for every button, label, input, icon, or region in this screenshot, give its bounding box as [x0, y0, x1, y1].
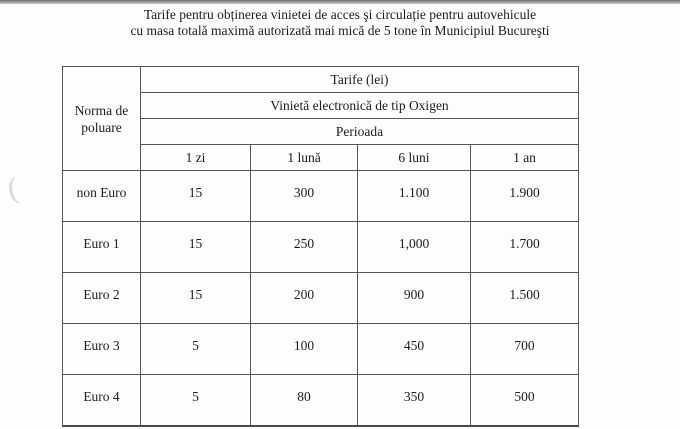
- scan-edge-bar: [0, 0, 680, 4]
- document-title-line2: cu masa totală maximă autorizată mai mică de 5 tone în Municipiul Bucureşti: [130, 23, 550, 38]
- row-label: Euro 4: [63, 375, 141, 426]
- cell-value: 500: [471, 375, 579, 426]
- column-header-perioada: Perioada: [141, 119, 579, 145]
- cell-value: 80: [251, 375, 358, 426]
- column-header-tarife-lei: Tarife (lei): [141, 67, 579, 93]
- cell-value: 100: [251, 324, 358, 375]
- row-label: Euro 2: [63, 273, 141, 324]
- table-header-row-periods: [63, 145, 579, 171]
- column-header-1-an: 1 an: [471, 145, 579, 171]
- cell-value: 450: [358, 324, 471, 375]
- cell-value: 15: [141, 222, 251, 273]
- table-row: [63, 324, 579, 375]
- row-label: Euro 3: [63, 324, 141, 375]
- row-label: non Euro: [63, 171, 141, 222]
- table-header-row-tarife: [63, 67, 579, 93]
- scan-smudge-artifact: (: [5, 171, 21, 206]
- cell-value: 1,000: [358, 222, 471, 273]
- cell-value: 1.500: [471, 273, 579, 324]
- table-row: [63, 273, 579, 324]
- cell-value: 15: [141, 171, 251, 222]
- cell-value: 1.900: [471, 171, 579, 222]
- column-header-1-luna: 1 lună: [251, 145, 358, 171]
- document-title-line1: Tarife pentru obținerea vinietei de acces şi circulație pentru autovehicule: [143, 7, 537, 22]
- table-row: [63, 222, 579, 273]
- table-header-row-vinieta: [63, 93, 579, 119]
- cell-value: 300: [251, 171, 358, 222]
- row-label: Euro 1: [63, 222, 141, 273]
- column-header-1-zi: 1 zi: [141, 145, 251, 171]
- cell-value: 15: [141, 273, 251, 324]
- table-row: [63, 375, 579, 426]
- tariff-table: [62, 66, 579, 427]
- column-header-6-luni: 6 luni: [358, 145, 471, 171]
- cell-value: 200: [251, 273, 358, 324]
- cell-value: 250: [251, 222, 358, 273]
- cell-value: 350: [358, 375, 471, 426]
- cell-value: 1.700: [471, 222, 579, 273]
- cell-value: 700: [471, 324, 579, 375]
- table-header-row-perioada: [63, 119, 579, 145]
- document-title: [0, 7, 680, 39]
- cell-value: 5: [141, 375, 251, 426]
- cell-value: 900: [358, 273, 471, 324]
- table-row: [63, 171, 579, 222]
- column-header-vinieta-oxigen: Vinietă electronică de tip Oxigen: [141, 93, 579, 119]
- cell-value: 5: [141, 324, 251, 375]
- cell-value: 1.100: [358, 171, 471, 222]
- column-header-norma-de-poluare: Norma de poluare: [63, 67, 141, 171]
